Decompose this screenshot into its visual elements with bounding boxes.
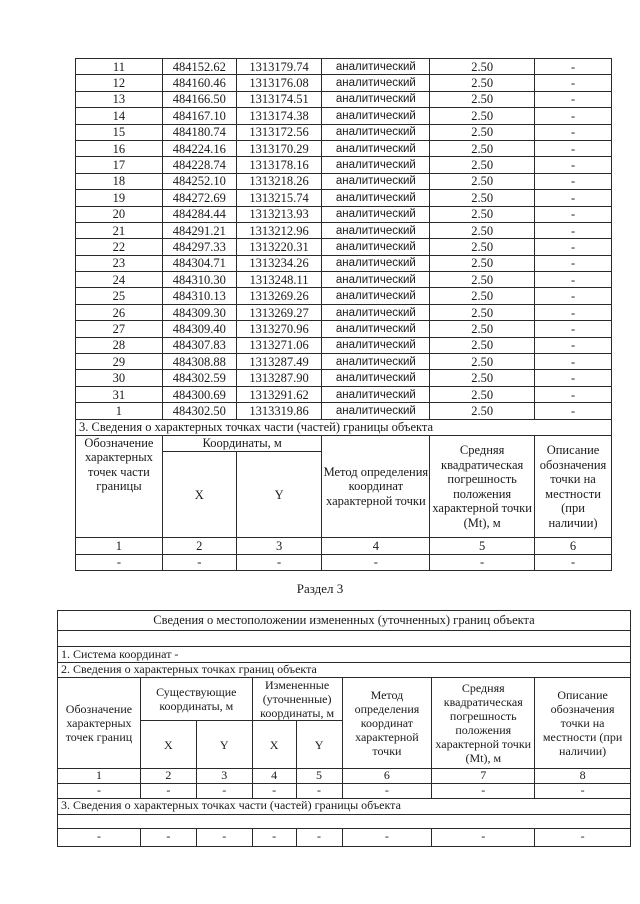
header-desc: Описание обозначения точки на местности (при наличии) [535, 678, 631, 769]
col-number: 1 [58, 769, 141, 784]
mean-error: 2.50 [430, 272, 535, 288]
points-title: 2. Сведения о характерных точках границ объекта [58, 663, 631, 678]
point-description: - [535, 272, 612, 288]
method: аналитический [322, 370, 430, 386]
empty-row [58, 784, 631, 799]
coord-x: 484297.33 [162, 239, 236, 255]
method: аналитический [322, 157, 430, 173]
coord-x: 484291.21 [162, 222, 236, 238]
coord-x: 484252.10 [162, 173, 236, 189]
part-points-title: 3. Сведения о характерных точках части (частей) границы объекта [58, 798, 631, 814]
coord-y: 1313170.29 [236, 140, 322, 156]
empty-cell: - [140, 828, 196, 846]
col-number: 2 [140, 769, 196, 784]
coord-y: 1313319.86 [236, 403, 322, 419]
point-description: - [535, 140, 612, 156]
table-row [76, 222, 612, 238]
point-number: 23 [76, 255, 163, 271]
part-section-title: 3. Сведения о характерных точках части (частей) границы объекта [76, 419, 612, 435]
col-number: 8 [535, 769, 631, 784]
empty-cell: - [430, 554, 535, 570]
header-existing-x: X [140, 721, 196, 769]
empty-cell: - [252, 784, 296, 799]
method: аналитический [322, 403, 430, 419]
coord-x: 484304.71 [162, 255, 236, 271]
coord-y: 1313287.49 [236, 354, 322, 370]
part-column-numbers-row [76, 538, 612, 554]
point-description: - [535, 206, 612, 222]
mean-error: 2.50 [430, 91, 535, 107]
coord-y: 1313270.96 [236, 321, 322, 337]
col-number: 4 [252, 769, 296, 784]
coord-y: 1313213.93 [236, 206, 322, 222]
mean-error: 2.50 [430, 108, 535, 124]
header-mt: Средняя квадратическая погрешность положения характерной точки (Mt), м [430, 435, 535, 537]
method: аналитический [322, 108, 430, 124]
table-row [76, 239, 612, 255]
table-row [76, 91, 612, 107]
coord-x: 484300.69 [162, 386, 236, 402]
header-method: Метод определения координат характерной точки [342, 678, 432, 769]
mean-error: 2.50 [430, 59, 535, 75]
empty-cell: - [432, 828, 535, 846]
coord-y: 1313248.11 [236, 272, 322, 288]
point-number: 16 [76, 140, 163, 156]
coord-x: 484308.88 [162, 354, 236, 370]
table-row [76, 173, 612, 189]
point-number: 21 [76, 222, 163, 238]
coord-y: 1313212.96 [236, 222, 322, 238]
coord-y: 1313287.90 [236, 370, 322, 386]
mean-error: 2.50 [430, 222, 535, 238]
table-row [76, 304, 612, 320]
coord-x: 484180.74 [162, 124, 236, 140]
header-changed-x: X [252, 721, 296, 769]
coord-y: 1313269.27 [236, 304, 322, 320]
coord-system: 1. Система координат - [58, 647, 631, 663]
table-row [76, 108, 612, 124]
coord-x: 484310.13 [162, 288, 236, 304]
col-number: 6 [342, 769, 432, 784]
point-description: - [535, 173, 612, 189]
header-changed-y: Y [296, 721, 342, 769]
point-number: 26 [76, 304, 163, 320]
header-designation: Обозначение характерных точек части границы [76, 435, 163, 537]
mean-error: 2.50 [430, 124, 535, 140]
mean-error: 2.50 [430, 255, 535, 271]
coord-x: 484284.44 [162, 206, 236, 222]
table-row [76, 386, 612, 402]
empty-cell: - [58, 828, 141, 846]
table-row [76, 337, 612, 353]
col-number: 5 [296, 769, 342, 784]
header-existing-coords: Существующие координаты, м [140, 678, 252, 721]
empty-cell: - [76, 554, 163, 570]
point-description: - [535, 288, 612, 304]
table-row [76, 321, 612, 337]
coord-y: 1313218.26 [236, 173, 322, 189]
coord-x: 484152.62 [162, 59, 236, 75]
table-row [76, 190, 612, 206]
coord-y: 1313269.26 [236, 288, 322, 304]
method: аналитический [322, 321, 430, 337]
coord-x: 484310.30 [162, 272, 236, 288]
table-row [76, 288, 612, 304]
mean-error: 2.50 [430, 288, 535, 304]
coord-y: 1313178.16 [236, 157, 322, 173]
empty-cell: - [432, 784, 535, 799]
coord-y: 1313234.26 [236, 255, 322, 271]
method: аналитический [322, 222, 430, 238]
boundary-points-body [76, 59, 612, 420]
column-numbers-row [58, 769, 631, 784]
coord-x: 484272.69 [162, 190, 236, 206]
point-number: 14 [76, 108, 163, 124]
point-description: - [535, 108, 612, 124]
point-number: 15 [76, 124, 163, 140]
col-number: 1 [76, 538, 163, 554]
header-method: Метод определения координат характерной точки [322, 435, 430, 537]
mean-error: 2.50 [430, 140, 535, 156]
point-number: 20 [76, 206, 163, 222]
method: аналитический [322, 124, 430, 140]
point-description: - [535, 59, 612, 75]
empty-cell: - [236, 554, 322, 570]
table-row [76, 206, 612, 222]
mean-error: 2.50 [430, 206, 535, 222]
method: аналитический [322, 206, 430, 222]
col-number: 3 [236, 538, 322, 554]
coord-x: 484228.74 [162, 157, 236, 173]
col-number: 4 [322, 538, 430, 554]
coord-y: 1313176.08 [236, 75, 322, 91]
header-existing-y: Y [196, 721, 252, 769]
empty-cell: - [162, 554, 236, 570]
empty-cell: - [535, 828, 631, 846]
method: аналитический [322, 173, 430, 189]
point-number: 11 [76, 59, 163, 75]
point-description: - [535, 239, 612, 255]
header-x: X [162, 452, 236, 538]
coord-x: 484307.83 [162, 337, 236, 353]
col-number: 5 [430, 538, 535, 554]
point-description: - [535, 75, 612, 91]
coord-x: 484166.50 [162, 91, 236, 107]
point-description: - [535, 222, 612, 238]
header-changed-coords: Измененные (уточненные) координаты, м [252, 678, 342, 721]
point-description: - [535, 403, 612, 419]
empty-cell: - [296, 828, 342, 846]
mean-error: 2.50 [430, 239, 535, 255]
table-row [76, 124, 612, 140]
empty-cell: - [322, 554, 430, 570]
coord-y: 1313220.31 [236, 239, 322, 255]
header-desc: Описание обозначения точки на местности (при наличии) [535, 435, 612, 537]
mean-error: 2.50 [430, 75, 535, 91]
point-description: - [535, 337, 612, 353]
mean-error: 2.50 [430, 337, 535, 353]
point-number: 17 [76, 157, 163, 173]
method: аналитический [322, 386, 430, 402]
point-description: - [535, 157, 612, 173]
point-description: - [535, 255, 612, 271]
table-row [76, 75, 612, 91]
point-description: - [535, 321, 612, 337]
coord-y: 1313291.62 [236, 386, 322, 402]
coord-y: 1313174.38 [236, 108, 322, 124]
empty-cell: - [535, 554, 612, 570]
mean-error: 2.50 [430, 173, 535, 189]
part-empty-row [76, 554, 612, 570]
table-row [76, 140, 612, 156]
coord-x: 484167.10 [162, 108, 236, 124]
empty-cell: - [342, 784, 432, 799]
mean-error: 2.50 [430, 370, 535, 386]
mean-error: 2.50 [430, 403, 535, 419]
point-number: 22 [76, 239, 163, 255]
method: аналитический [322, 140, 430, 156]
blank-row [58, 814, 631, 828]
empty-cell: - [535, 784, 631, 799]
method: аналитический [322, 59, 430, 75]
table-row [76, 403, 612, 419]
method: аналитический [322, 304, 430, 320]
empty-cell: - [252, 828, 296, 846]
changed-boundaries-table [57, 610, 631, 847]
col-number: 3 [196, 769, 252, 784]
empty-cell: - [196, 784, 252, 799]
point-number: 24 [76, 272, 163, 288]
method: аналитический [322, 190, 430, 206]
point-number: 12 [76, 75, 163, 91]
point-number: 27 [76, 321, 163, 337]
method: аналитический [322, 272, 430, 288]
method: аналитический [322, 239, 430, 255]
point-description: - [535, 386, 612, 402]
table-row [76, 157, 612, 173]
point-number: 29 [76, 354, 163, 370]
mean-error: 2.50 [430, 190, 535, 206]
blank-row [58, 631, 631, 647]
col-number: 2 [162, 538, 236, 554]
method: аналитический [322, 255, 430, 271]
header-coords: Координаты, м [162, 435, 322, 451]
point-number: 31 [76, 386, 163, 402]
mean-error: 2.50 [430, 386, 535, 402]
table-row [76, 255, 612, 271]
empty-cell: - [296, 784, 342, 799]
col-number: 7 [432, 769, 535, 784]
point-description: - [535, 190, 612, 206]
point-number: 30 [76, 370, 163, 386]
empty-cell: - [342, 828, 432, 846]
table-row [76, 59, 612, 75]
coord-x: 484302.50 [162, 403, 236, 419]
table-row [76, 354, 612, 370]
coord-y: 1313215.74 [236, 190, 322, 206]
table-row [76, 370, 612, 386]
empty-cell: - [140, 784, 196, 799]
mean-error: 2.50 [430, 157, 535, 173]
coord-x: 484309.30 [162, 304, 236, 320]
empty-cell: - [58, 784, 141, 799]
point-description: - [535, 91, 612, 107]
point-number: 1 [76, 403, 163, 419]
boundary-points-table [75, 58, 612, 571]
col-number: 6 [535, 538, 612, 554]
header-designation: Обозначение характерных точек границ [58, 678, 141, 769]
point-description: - [535, 304, 612, 320]
empty-cell: - [196, 828, 252, 846]
method: аналитический [322, 75, 430, 91]
part-empty-row [58, 828, 631, 846]
header-mt: Средняя квадратическая погрешность положения характерной точки (Mt), м [432, 678, 535, 769]
method: аналитический [322, 337, 430, 353]
coord-y: 1313172.56 [236, 124, 322, 140]
method: аналитический [322, 91, 430, 107]
mean-error: 2.50 [430, 354, 535, 370]
mean-error: 2.50 [430, 304, 535, 320]
point-number: 13 [76, 91, 163, 107]
point-description: - [535, 354, 612, 370]
coord-y: 1313179.74 [236, 59, 322, 75]
coord-x: 484309.40 [162, 321, 236, 337]
point-description: - [535, 124, 612, 140]
coord-x: 484160.46 [162, 75, 236, 91]
point-number: 25 [76, 288, 163, 304]
header-y: Y [236, 452, 322, 538]
coord-y: 1313271.06 [236, 337, 322, 353]
method: аналитический [322, 354, 430, 370]
point-number: 18 [76, 173, 163, 189]
point-description: - [535, 370, 612, 386]
coord-x: 484224.16 [162, 140, 236, 156]
method: аналитический [322, 288, 430, 304]
mean-error: 2.50 [430, 321, 535, 337]
coord-y: 1313174.51 [236, 91, 322, 107]
point-number: 28 [76, 337, 163, 353]
changed-boundaries-title: Сведения о местоположении измененных (уточненных) границ объекта [58, 611, 631, 631]
point-number: 19 [76, 190, 163, 206]
coord-x: 484302.59 [162, 370, 236, 386]
table-row [76, 272, 612, 288]
section-3-title: Раздел 3 [296, 581, 344, 596]
